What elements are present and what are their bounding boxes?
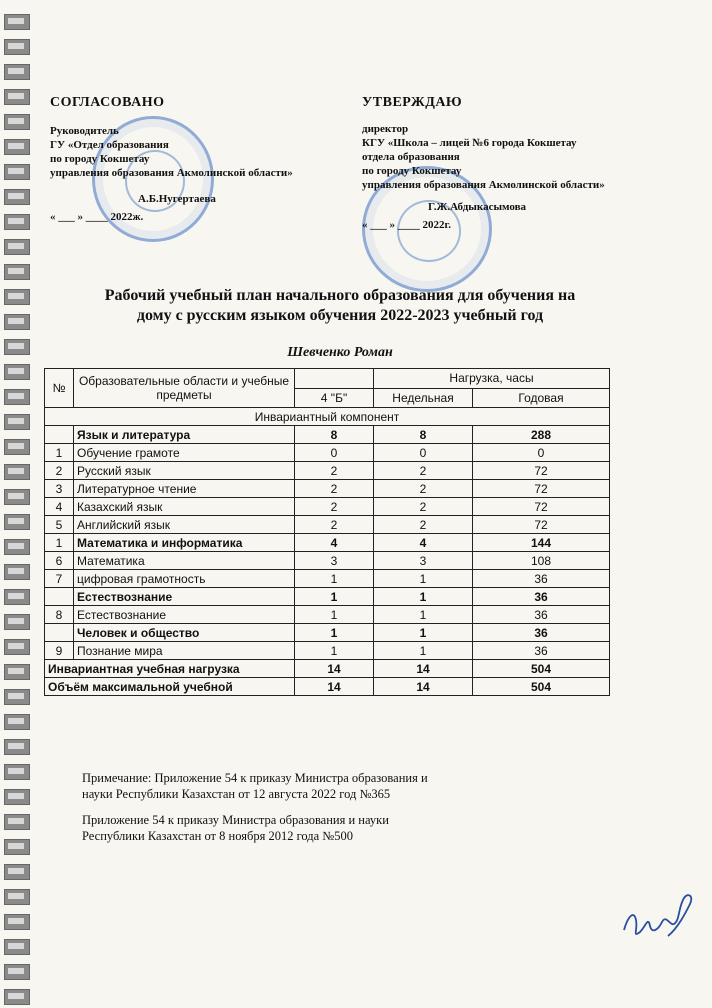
row-number: 1 xyxy=(45,534,74,552)
binding-ring xyxy=(4,464,30,480)
binding-ring xyxy=(4,39,30,55)
row-weekly: 8 xyxy=(374,426,473,444)
binding-ring xyxy=(4,264,30,280)
binding-ring xyxy=(4,789,30,805)
binding-ring xyxy=(4,514,30,530)
row-class: 4 xyxy=(295,534,374,552)
total-cls: 14 xyxy=(295,660,374,678)
binding-ring xyxy=(4,289,30,305)
row-yearly: 36 xyxy=(473,642,610,660)
left-line: управления образования Акмолинской области» xyxy=(50,167,293,179)
binding-ring xyxy=(4,764,30,780)
binding-ring xyxy=(4,239,30,255)
row-subject: Человек и общество xyxy=(74,624,295,642)
binding-ring xyxy=(4,814,30,830)
row-number: 8 xyxy=(45,606,74,624)
row-weekly: 1 xyxy=(374,570,473,588)
table-row xyxy=(45,516,610,534)
right-line: отдела образования xyxy=(362,151,460,163)
row-number: 6 xyxy=(45,552,74,570)
row-weekly: 2 xyxy=(374,498,473,516)
row-yearly: 72 xyxy=(473,516,610,534)
total-year: 504 xyxy=(473,660,610,678)
binding-ring xyxy=(4,389,30,405)
left-approval-block xyxy=(50,96,310,224)
binding-ring xyxy=(4,489,30,505)
row-weekly: 1 xyxy=(374,588,473,606)
right-signature: Г.Ж.Абдыкасымова xyxy=(428,201,527,213)
section-row: Инвариантный компонент xyxy=(45,408,610,426)
binding-ring xyxy=(4,114,30,130)
row-yearly: 144 xyxy=(473,534,610,552)
note-line: науки Республики Казахстан от 12 августа 2022 год №365 xyxy=(82,787,391,801)
row-yearly: 288 xyxy=(473,426,610,444)
total-row xyxy=(45,678,610,696)
row-number: 2 xyxy=(45,462,74,480)
row-class: 2 xyxy=(295,480,374,498)
header-load: Нагрузка, часы xyxy=(374,369,610,389)
binding-ring xyxy=(4,64,30,80)
row-subject: Познание мира xyxy=(74,642,295,660)
row-subject: Казахский язык xyxy=(74,498,295,516)
header-class: 4 "Б" xyxy=(295,388,374,408)
row-number xyxy=(45,588,74,606)
note-2 xyxy=(82,812,389,844)
row-weekly: 3 xyxy=(374,552,473,570)
row-number: 7 xyxy=(45,570,74,588)
note-line: Приложение 54 к приказу Министра образования и науки xyxy=(82,813,389,827)
binding-ring xyxy=(4,214,30,230)
row-number: 9 xyxy=(45,642,74,660)
binding-ring xyxy=(4,139,30,155)
binding-ring xyxy=(4,714,30,730)
row-subject: Литературное чтение xyxy=(74,480,295,498)
table-row xyxy=(45,534,610,552)
table-row xyxy=(45,570,610,588)
row-yearly: 108 xyxy=(473,552,610,570)
row-yearly: 72 xyxy=(473,498,610,516)
row-class: 1 xyxy=(295,642,374,660)
row-subject: Русский язык xyxy=(74,462,295,480)
binding-ring xyxy=(4,989,30,1005)
row-subject: Обучение грамоте xyxy=(74,444,295,462)
row-weekly: 2 xyxy=(374,480,473,498)
header-subjects: Образовательные области и учебные предметы xyxy=(74,369,295,408)
row-number xyxy=(45,624,74,642)
total-label: Объём максимальной учебной xyxy=(45,678,295,696)
right-heading: УТВЕРЖДАЮ xyxy=(362,95,463,110)
note-1 xyxy=(82,770,428,802)
row-weekly: 4 xyxy=(374,534,473,552)
left-date: « ___ » ____ 2022ж. xyxy=(50,211,144,223)
table-row xyxy=(45,624,610,642)
total-year: 504 xyxy=(473,678,610,696)
right-line: управления образования Акмолинской области» xyxy=(362,179,605,191)
table-row xyxy=(45,426,610,444)
row-subject: Естествознание xyxy=(74,588,295,606)
binding-ring xyxy=(4,414,30,430)
table-row xyxy=(45,642,610,660)
binding-ring xyxy=(4,439,30,455)
row-subject: Математика xyxy=(74,552,295,570)
binding-ring xyxy=(4,739,30,755)
row-number: 4 xyxy=(45,498,74,516)
total-row xyxy=(45,660,610,678)
row-weekly: 1 xyxy=(374,606,473,624)
note-line: Примечание: Приложение 54 к приказу Министра образования и xyxy=(82,771,428,785)
table-row xyxy=(45,498,610,516)
header-empty xyxy=(295,369,374,389)
total-label: Инвариантная учебная нагрузка xyxy=(45,660,295,678)
row-yearly: 0 xyxy=(473,444,610,462)
table-row xyxy=(45,552,610,570)
note-line: Республики Казахстан от 8 ноября 2012 года №500 xyxy=(82,829,353,843)
row-number: 5 xyxy=(45,516,74,534)
left-line: Руководитель xyxy=(50,125,119,137)
spiral-binding xyxy=(0,0,32,1008)
table-row xyxy=(45,606,610,624)
header-yearly: Годовая xyxy=(473,388,610,408)
row-yearly: 36 xyxy=(473,588,610,606)
total-week: 14 xyxy=(374,678,473,696)
row-subject: Естествознание xyxy=(74,606,295,624)
header-num: № xyxy=(45,369,74,408)
left-line: ГУ «Отдел образования xyxy=(50,139,169,151)
handwritten-signature xyxy=(618,886,700,950)
document-title xyxy=(60,286,620,326)
binding-ring xyxy=(4,539,30,555)
row-yearly: 36 xyxy=(473,606,610,624)
student-name: Шевченко Роман xyxy=(287,345,393,360)
right-approval-block xyxy=(362,96,652,232)
right-line: КГУ «Школа – лицей №6 города Кокшетау xyxy=(362,137,577,149)
row-weekly: 0 xyxy=(374,444,473,462)
row-subject: цифровая грамотность xyxy=(74,570,295,588)
left-signature: А.Б.Нугертаева xyxy=(138,193,216,205)
table-row xyxy=(45,444,610,462)
row-class: 1 xyxy=(295,624,374,642)
right-date: « ___ » ____ 2022г. xyxy=(362,219,452,231)
total-cls: 14 xyxy=(295,678,374,696)
binding-ring xyxy=(4,189,30,205)
row-yearly: 36 xyxy=(473,624,610,642)
title-line: дому с русским языком обучения 2022-2023 учебный год xyxy=(136,307,544,324)
table-row xyxy=(45,462,610,480)
binding-ring xyxy=(4,614,30,630)
binding-ring xyxy=(4,689,30,705)
row-class: 1 xyxy=(295,570,374,588)
left-line: по городу Кокшетау xyxy=(50,153,150,165)
binding-ring xyxy=(4,339,30,355)
binding-ring xyxy=(4,889,30,905)
row-yearly: 72 xyxy=(473,462,610,480)
row-yearly: 36 xyxy=(473,570,610,588)
binding-ring xyxy=(4,14,30,30)
binding-ring xyxy=(4,164,30,180)
binding-ring xyxy=(4,589,30,605)
total-week: 14 xyxy=(374,660,473,678)
binding-ring xyxy=(4,564,30,580)
row-subject: Английский язык xyxy=(74,516,295,534)
row-weekly: 2 xyxy=(374,516,473,534)
binding-ring xyxy=(4,639,30,655)
binding-ring xyxy=(4,914,30,930)
binding-ring xyxy=(4,314,30,330)
row-number: 1 xyxy=(45,444,74,462)
row-weekly: 1 xyxy=(374,642,473,660)
row-weekly: 1 xyxy=(374,624,473,642)
binding-ring xyxy=(4,964,30,980)
row-class: 8 xyxy=(295,426,374,444)
binding-ring xyxy=(4,839,30,855)
binding-ring xyxy=(4,939,30,955)
row-class: 1 xyxy=(295,588,374,606)
header-weekly: Недельная xyxy=(374,388,473,408)
table-row xyxy=(45,588,610,606)
right-line: по городу Кокшетау xyxy=(362,165,462,177)
row-class: 2 xyxy=(295,498,374,516)
binding-ring xyxy=(4,864,30,880)
row-subject: Математика и информатика xyxy=(74,534,295,552)
title-line: Рабочий учебный план начального образования для обучения на xyxy=(104,287,576,304)
row-yearly: 72 xyxy=(473,480,610,498)
table-row xyxy=(45,480,610,498)
row-weekly: 2 xyxy=(374,462,473,480)
row-class: 2 xyxy=(295,516,374,534)
row-class: 0 xyxy=(295,444,374,462)
row-number xyxy=(45,426,74,444)
right-line: директор xyxy=(362,123,409,135)
left-heading: СОГЛАСОВАНО xyxy=(50,95,165,110)
row-class: 2 xyxy=(295,462,374,480)
row-subject: Язык и литература xyxy=(74,426,295,444)
row-number: 3 xyxy=(45,480,74,498)
row-class: 3 xyxy=(295,552,374,570)
binding-ring xyxy=(4,89,30,105)
binding-ring xyxy=(4,364,30,380)
curriculum-table xyxy=(44,368,610,696)
row-class: 1 xyxy=(295,606,374,624)
binding-ring xyxy=(4,664,30,680)
